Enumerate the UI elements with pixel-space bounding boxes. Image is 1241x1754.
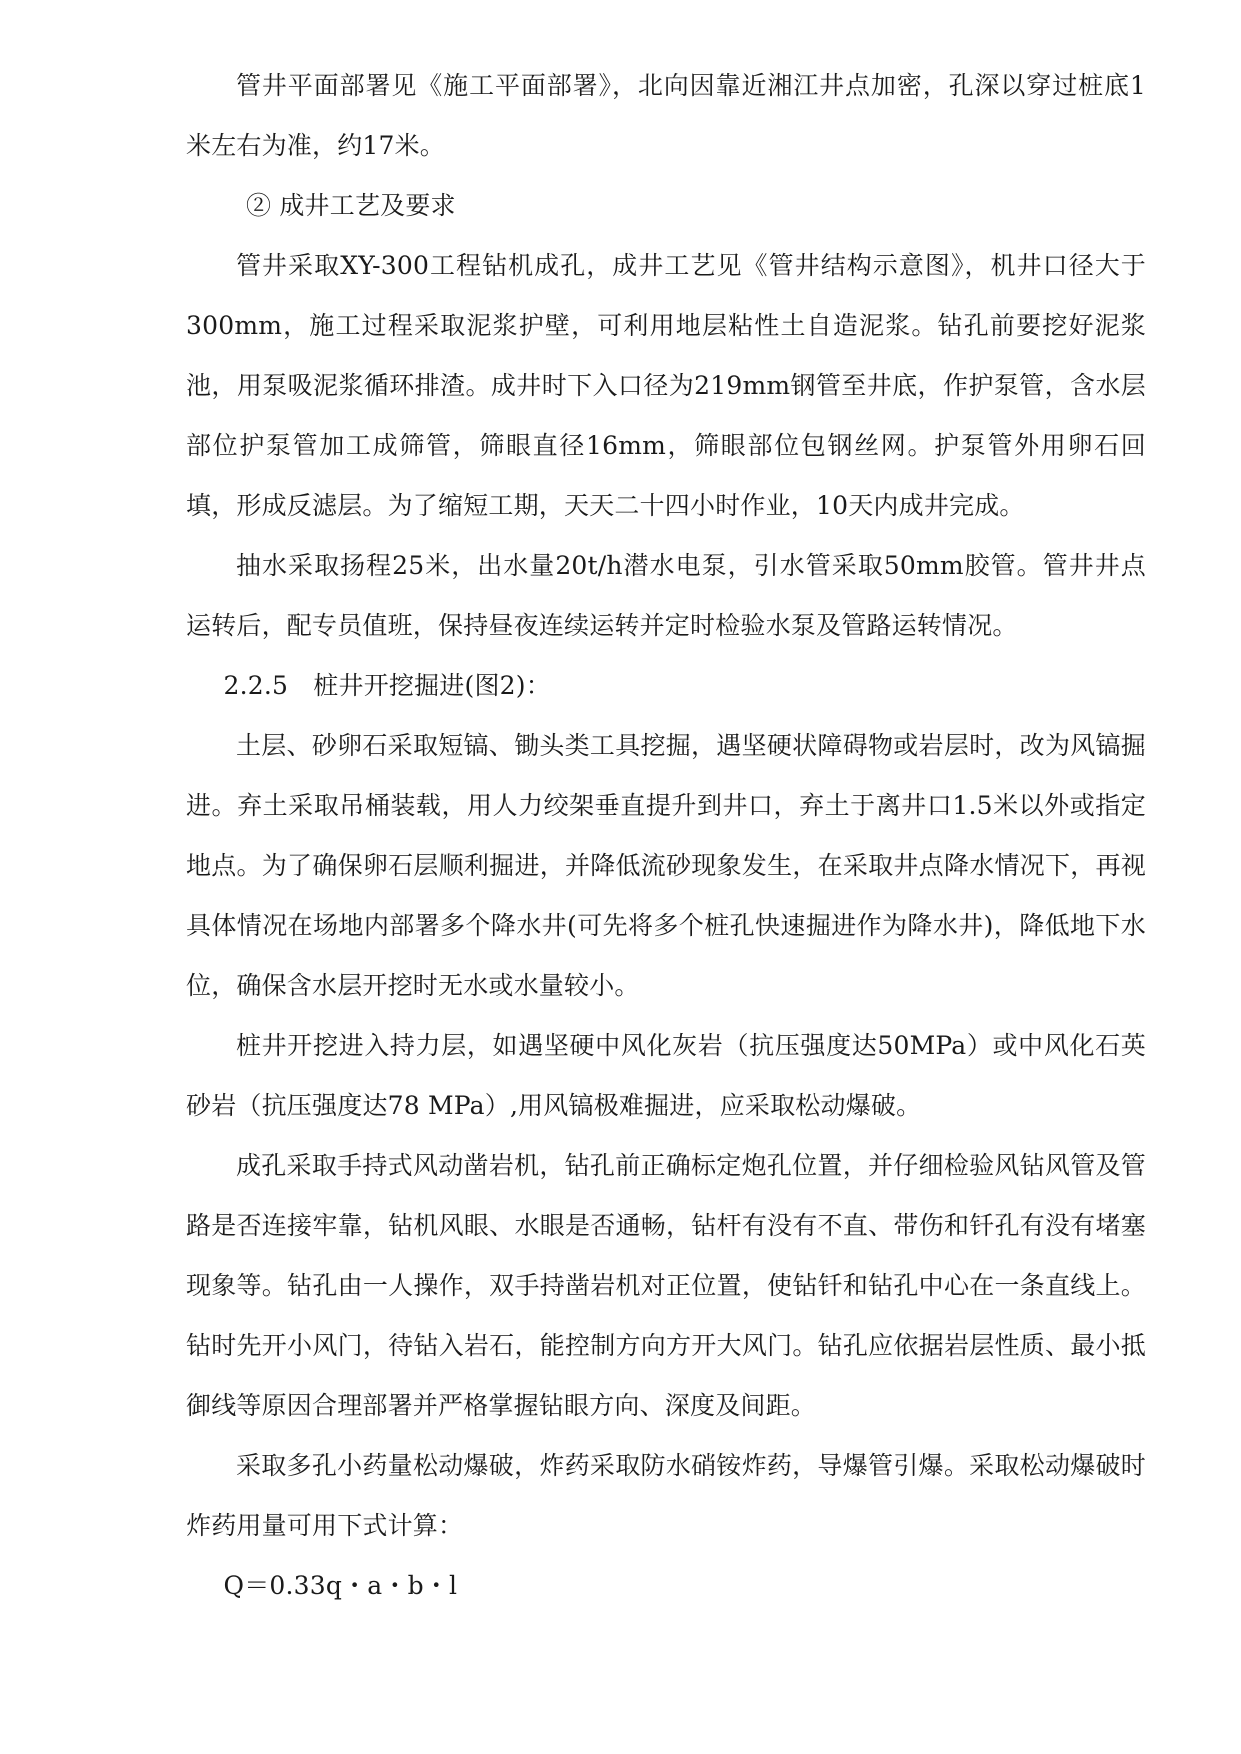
paragraph-bearing-layer: 桩井开挖进入持力层，如遇坚硬中风化灰岩（抗压强度达50MPa）或中风化石英砂岩（抗压强度达78 MPa）,用风镐极难掘进，应采取松动爆破。 xyxy=(186,1031,1146,1120)
paragraph-soil-excavation: 土层、砂卵石采取短镐、锄头类工具挖掘，遇坚硬状障碍物或岩层时，改为风镐掘进。弃土采取吊桶装载，用人力绞架垂直提升到井口，弃土于离井口1.5米以外或指定地点。为了确保卵石层顺利掘进，并降低流砂现象发生，在采取井点降水情况下，再视具体情况在场地内部署多个降水井(可先将多个桩孔快速掘进作为降水井)，降低地下水位，确保含水层开挖时无水或水量较小。 xyxy=(186,731,1146,1000)
section-heading-excavation: 2.2.5 桩井开挖掘进(图2)： xyxy=(223,671,551,700)
formula-charge: Q＝0.33q・a・b・l xyxy=(223,1571,458,1600)
paragraph-well-drilling: 管井采取XY-300工程钻机成孔，成井工艺见《管井结构示意图》，机井口径大于300mm，施工过程采取泥浆护壁，可利用地层粘性土自造泥浆。钻孔前要挖好泥浆池，用泵吸泥浆循环排渣。成井时下入口径为219mm钢管至井底，作护泵管，含水层部位护泵管加工成筛管，筛眼直径16mm，筛眼部位包钢丝网。护泵管外用卵石回填，形成反滤层。为了缩短工期，天天二十四小时作业，10天内成井完成。 xyxy=(186,251,1146,520)
document-body xyxy=(186,56,1146,1616)
paragraph-drilling-procedure: 成孔采取手持式风动凿岩机，钻孔前正确标定炮孔位置，并仔细检验风钻风管及管路是否连接牢靠，钻机风眼、水眼是否通畅，钻杆有没有不直、带伤和钎孔有没有堵塞现象等。钻孔由一人操作，双手持凿岩机对正位置，使钻钎和钻孔中心在一条直线上。钻时先开小风门，待钻入岩石，能控制方向方开大风门。钻孔应依据岩层性质、最小抵御线等原因合理部署并严格掌握钻眼方向、深度及间距。 xyxy=(186,1151,1146,1420)
paragraph-blasting: 采取多孔小药量松动爆破，炸药采取防水硝铵炸药，导爆管引爆。采取松动爆破时炸药用量可用下式计算： xyxy=(186,1451,1146,1540)
subheading-well-process: ② 成井工艺及要求 xyxy=(246,191,456,220)
paragraph-pumping: 抽水采取扬程25米，出水量20t/h潜水电泵，引水管采取50mm胶管。管井井点运转后，配专员值班，保持昼夜连续运转并定时检验水泵及管路运转情况。 xyxy=(186,551,1146,640)
paragraph-well-layout: 管井平面部署见《施工平面部署》，北向因靠近湘江井点加密，孔深以穿过桩底1米左右为准，约17米。 xyxy=(186,71,1146,160)
